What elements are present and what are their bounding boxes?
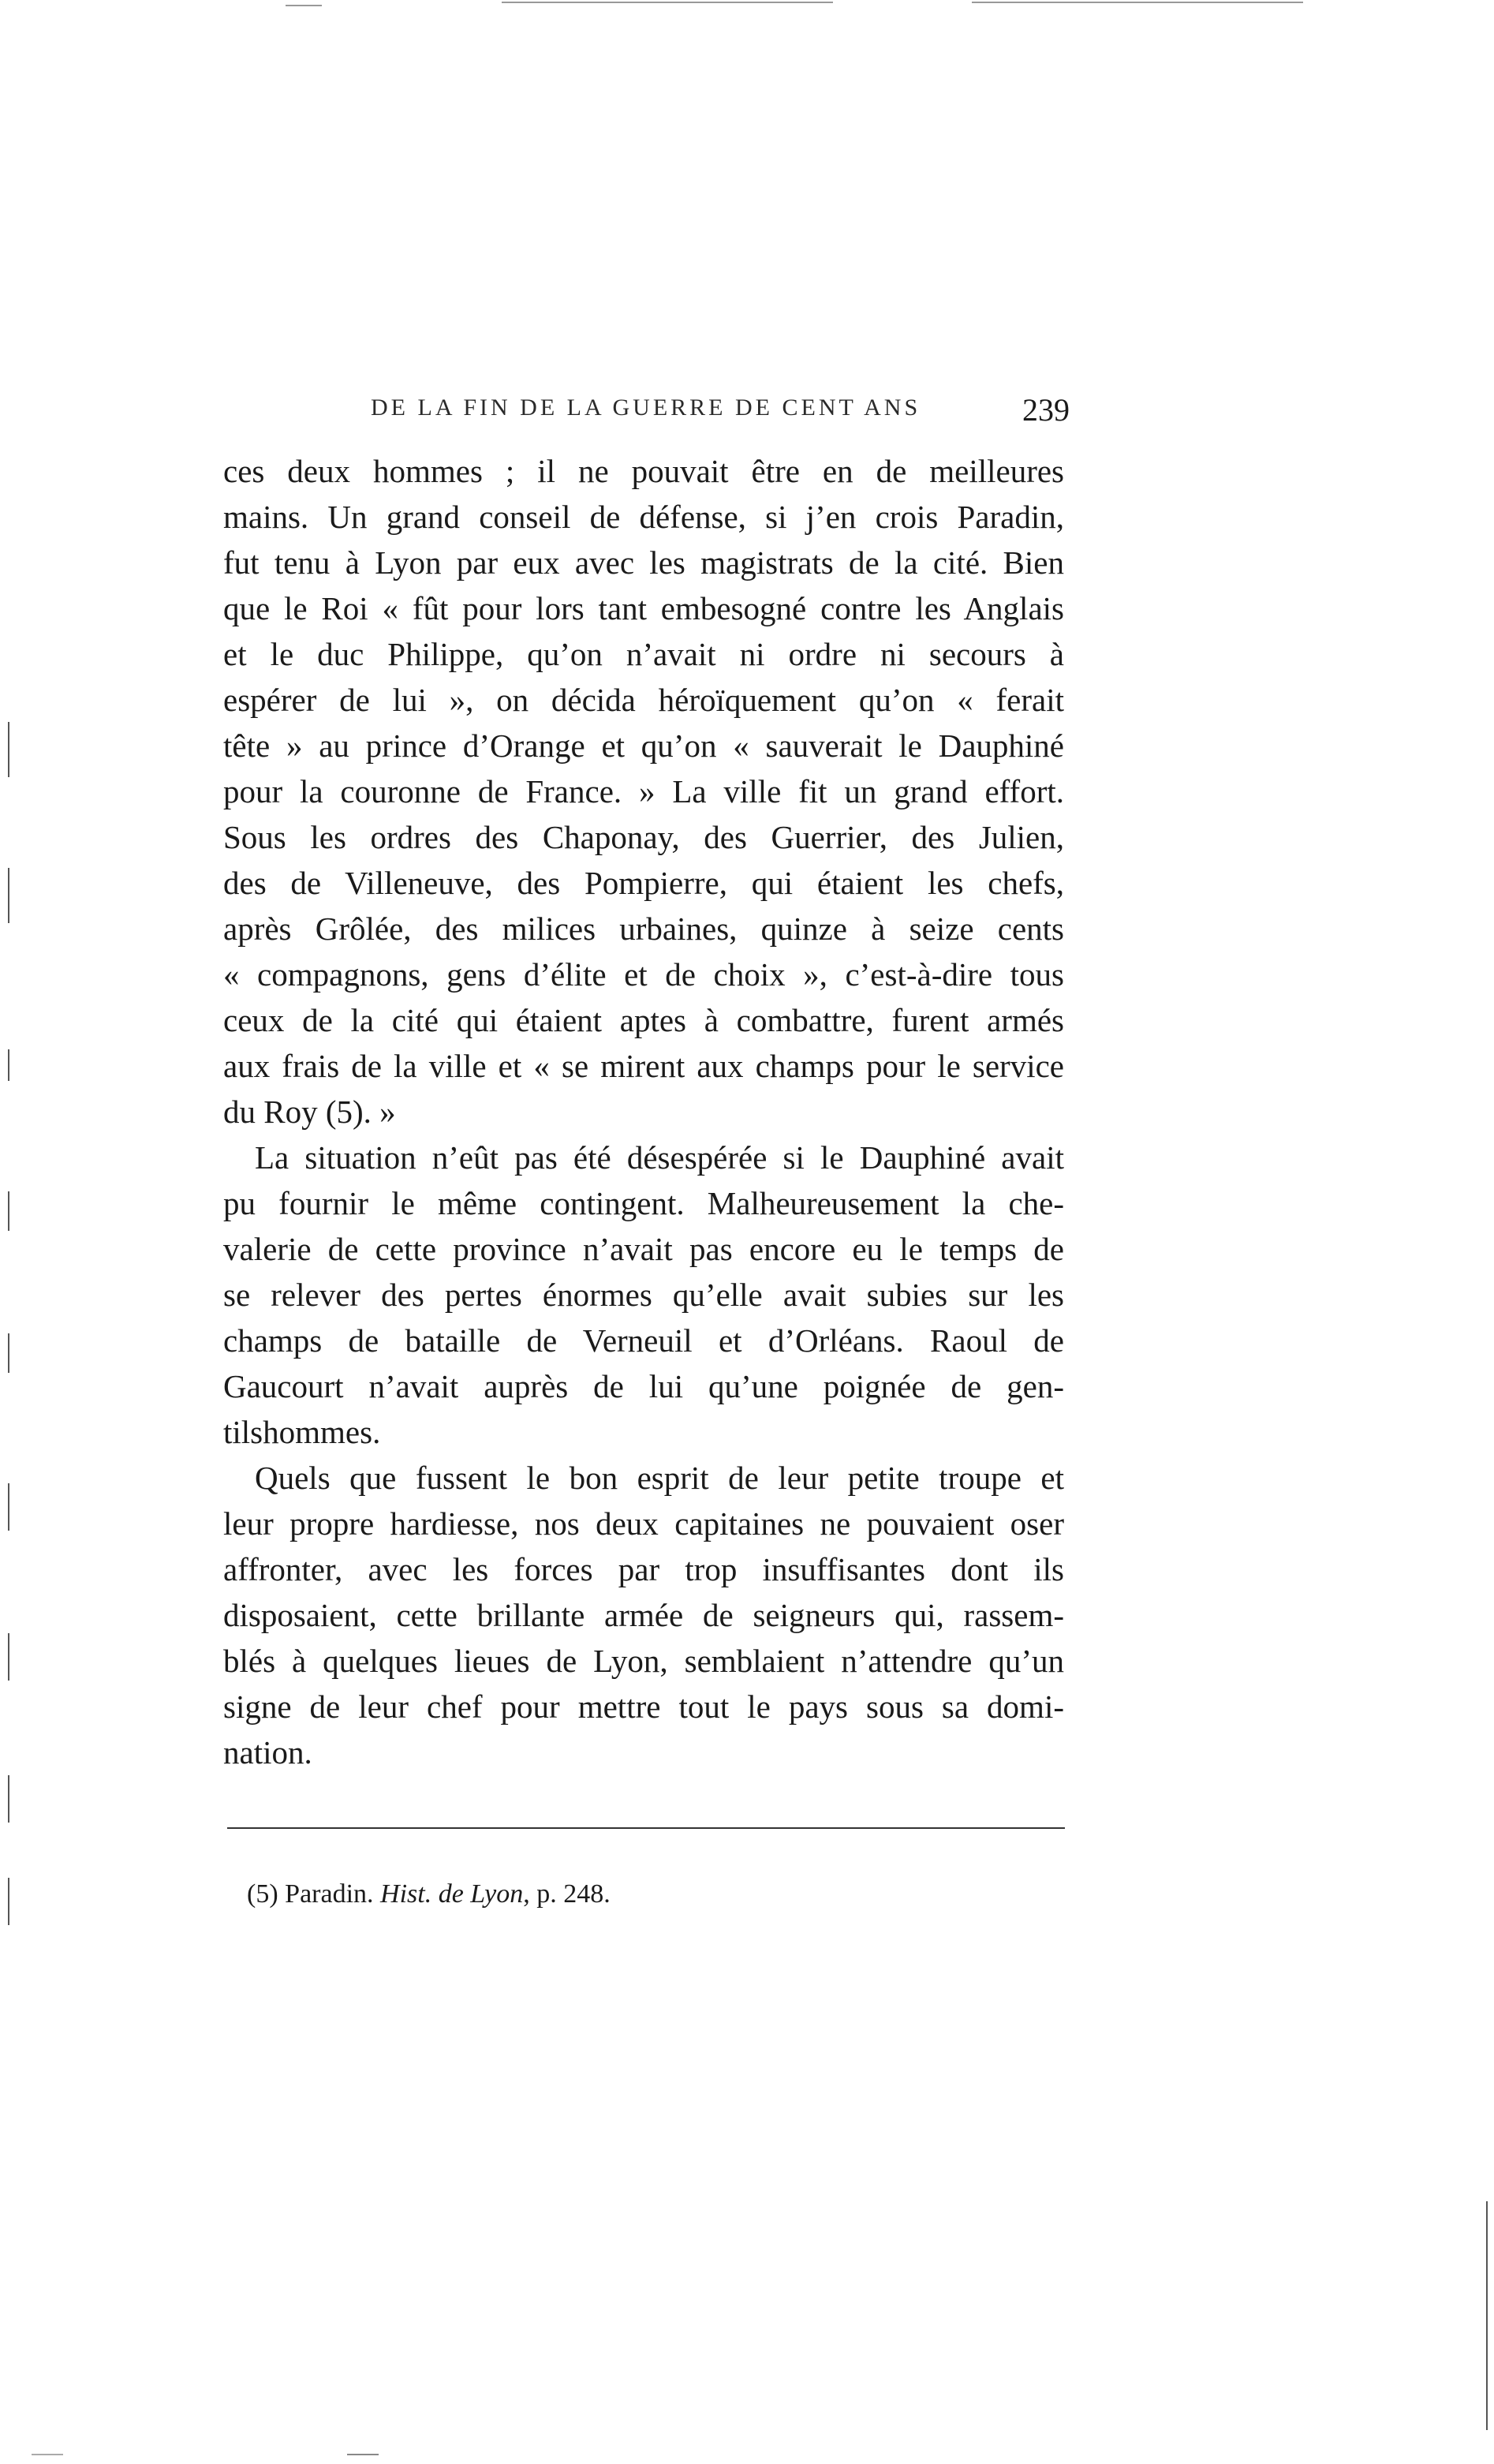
running-head: DE LA FIN DE LA GUERRE DE CENT ANS <box>371 394 921 421</box>
text-line: pu fournir le même contingent. Malheureusement la che- <box>223 1185 1064 1221</box>
text-line: « compagnons, gens d’élite et de choix », c’est-à-dire tous <box>223 956 1064 993</box>
text-line: espérer de lui », on décida héroïquement qu’on « ferait <box>223 682 1064 718</box>
text-line: Gaucourt n’avait auprès de lui qu’une poignée de gen- <box>223 1368 1064 1404</box>
text-line: blés à quelques lieues de Lyon, semblaient n’attendre qu’un <box>223 1643 1064 1679</box>
text-line: nation. <box>223 1734 312 1770</box>
scan-artifact-bottom <box>347 2454 379 2455</box>
footnote-page-ref: , p. 248. <box>523 1879 611 1909</box>
footnote-divider <box>227 1827 1065 1829</box>
text-line: leur propre hardiesse, nos deux capitaines ne pouvaient oser <box>223 1505 1064 1542</box>
text-line: tilshommes. <box>223 1414 381 1450</box>
text-line: Sous les ordres des Chaponay, des Guerrier, des Julien, <box>223 819 1064 855</box>
text-line: et le duc Philippe, qu’on n’avait ni ordre ni secours à <box>223 636 1064 672</box>
scan-artifact-left <box>8 722 9 777</box>
text-line: aux frais de la ville et « se mirent aux champs pour le service <box>223 1048 1064 1084</box>
footnote-title: Hist. de Lyon <box>380 1879 524 1909</box>
text-line: affronter, avec les forces par trop insuffisantes dont ils <box>223 1551 1064 1587</box>
page-header <box>213 394 1070 434</box>
scan-artifact-left <box>8 1049 9 1081</box>
text-line: tête » au prince d’Orange et qu’on « sauverait le Dauphiné <box>223 727 1064 764</box>
text-line: champs de bataille de Verneuil et d’Orléans. Raoul de <box>223 1322 1064 1359</box>
body-text <box>223 448 1064 1775</box>
footnote-number: (5) <box>247 1879 278 1909</box>
text-line: signe de leur chef pour mettre tout le pays sous sa domi- <box>223 1688 1064 1725</box>
text-line: valerie de cette province n’avait pas encore eu le temps de <box>223 1231 1064 1267</box>
text-line: La situation n’eût pas été désespérée si le Dauphiné avait <box>255 1139 1064 1176</box>
text-line: disposaient, cette brillante armée de seigneurs qui, rassem- <box>223 1597 1064 1633</box>
scan-artifact-bottom <box>32 2454 63 2455</box>
footnote-author: Paradin. <box>285 1879 374 1909</box>
page-number: 239 <box>1022 392 1070 428</box>
text-line: ces deux hommes ; il ne pouvait être en de meilleures <box>223 453 1064 489</box>
footnote <box>247 1879 611 1909</box>
scan-artifact-left <box>8 1775 9 1823</box>
text-line: se relever des pertes énormes qu’elle avait subies sur les <box>223 1277 1064 1313</box>
text-line: du Roy (5). » <box>223 1094 396 1130</box>
text-line: fut tenu à Lyon par eux avec les magistrats de la cité. Bien <box>223 544 1064 581</box>
scan-artifact-left <box>8 868 9 923</box>
scan-artifact-top <box>972 2 1303 3</box>
scan-artifact-top <box>502 2 833 3</box>
text-line: après Grôlée, des milices urbaines, quinze à seize cents <box>223 910 1064 947</box>
scan-artifact-left <box>8 1878 9 1925</box>
text-line: ceux de la cité qui étaient aptes à combattre, furent armés <box>223 1002 1064 1038</box>
text-line: mains. Un grand conseil de défense, si j’en crois Paradin, <box>223 499 1064 535</box>
scan-artifact-left <box>8 1191 9 1231</box>
scan-artifact-left <box>8 1333 9 1373</box>
text-line: pour la couronne de France. » La ville fit un grand effort. <box>223 773 1064 809</box>
scan-artifact-left <box>8 1483 9 1531</box>
scan-artifact-top <box>286 5 322 6</box>
text-line: des de Villeneuve, des Pompierre, qui étaient les chefs, <box>223 865 1064 901</box>
text-line: que le Roi « fût pour lors tant embesogné contre les Anglais <box>223 590 1064 626</box>
scan-artifact-right <box>1486 2201 1488 2430</box>
scan-artifact-left <box>8 1633 9 1681</box>
text-line: Quels que fussent le bon esprit de leur petite troupe et <box>255 1460 1064 1496</box>
